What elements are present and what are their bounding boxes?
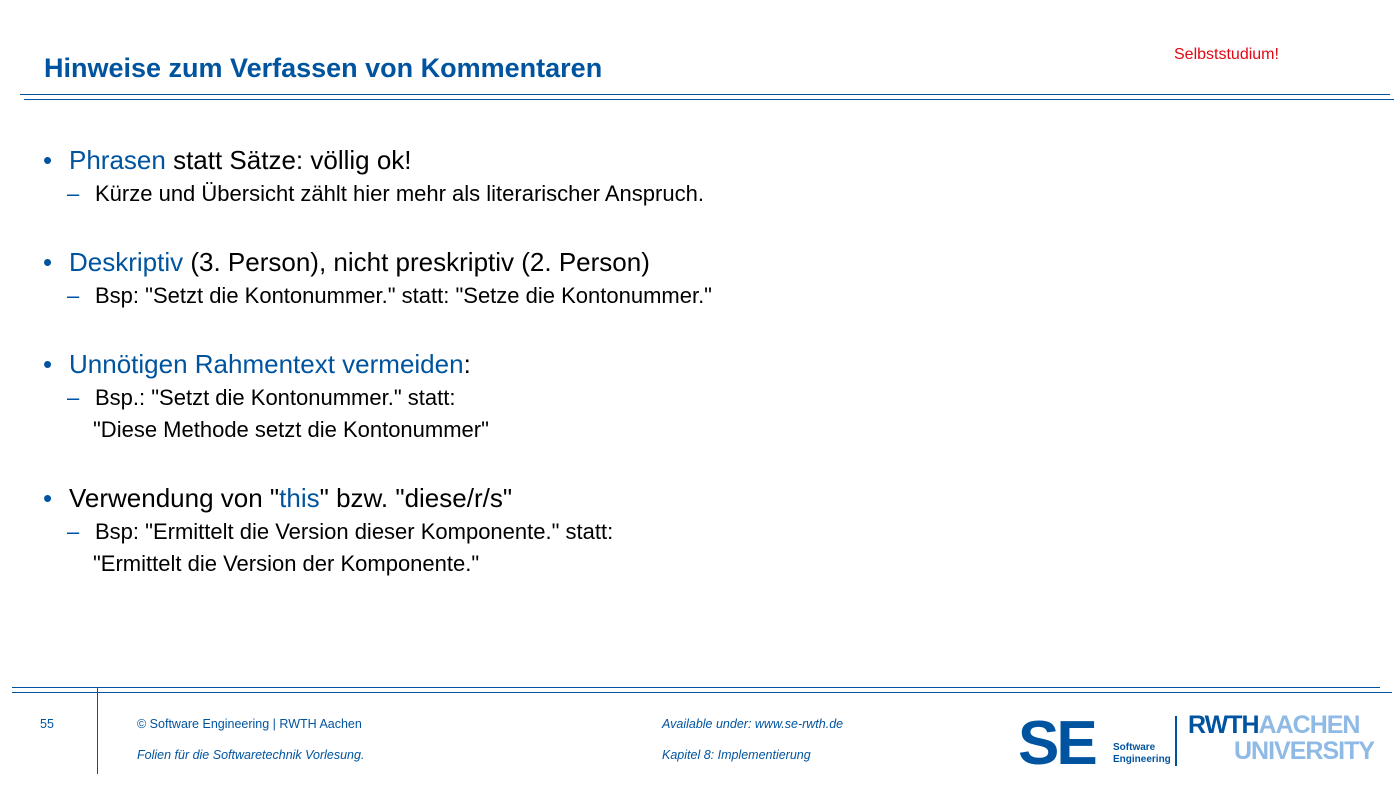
se-logo-caption xyxy=(1113,742,1171,766)
sub-bullet xyxy=(43,280,1343,312)
bullet-deskriptiv xyxy=(43,244,1343,280)
bullet-dot: • xyxy=(43,247,53,277)
rwth-logo-rwth: RWTH xyxy=(1188,711,1259,739)
sub-dash: – xyxy=(67,181,80,206)
bullet-text-prefix: Verwendung von " xyxy=(69,483,280,513)
sub-bullet xyxy=(43,516,1343,548)
sub-dash: – xyxy=(67,519,80,544)
bullet-this xyxy=(43,480,1343,516)
sub-bullet xyxy=(43,178,1343,210)
copyright: © Software Engineering | RWTH Aachen xyxy=(137,717,362,731)
bullet-rahmentext xyxy=(43,346,1343,382)
footer-divider xyxy=(97,688,98,774)
rwth-logo xyxy=(1188,712,1374,764)
footer-rule-top xyxy=(12,687,1380,688)
bullet-text: statt Sätze: völlig ok! xyxy=(165,145,412,175)
bullet-highlight: Phrasen xyxy=(69,145,166,175)
sub-bullet-text: Kürze und Übersicht zählt hier mehr als literarischer Anspruch. xyxy=(95,181,704,206)
title-rule-top xyxy=(20,94,1390,95)
bullet-text: (3. Person), nicht preskriptiv (2. Person) xyxy=(183,247,650,277)
sub-bullet-continuation: "Diese Methode setzt die Kontonummer" xyxy=(93,417,489,442)
sub-dash: – xyxy=(67,385,80,410)
bullet-dot: • xyxy=(43,483,53,513)
bullet-dot: • xyxy=(43,349,53,379)
bullet-dot: • xyxy=(43,145,53,175)
title-rule-bottom xyxy=(24,99,1394,100)
bullet-text: " bzw. "diese/r/s" xyxy=(319,483,513,513)
rwth-logo-university: UNIVERSITY xyxy=(1234,737,1375,765)
footer-rule-bottom xyxy=(12,692,1392,693)
lecture-subtitle: Folien für die Softwaretechnik Vorlesung. xyxy=(137,748,365,762)
bullet-highlight: this xyxy=(279,483,320,513)
slide-title: Hinweise zum Verfassen von Kommentaren xyxy=(44,53,603,83)
slide-content xyxy=(43,142,1343,580)
se-logo-caption-line1: Software xyxy=(1113,742,1156,753)
bullet-highlight: Unnötigen Rahmentext vermeiden xyxy=(69,349,464,379)
chapter-label: Kapitel 8: Implementierung xyxy=(662,748,811,762)
self-study-tag: Selbststudium! xyxy=(1174,46,1279,63)
sub-bullet-text: Bsp: "Ermittelt die Version dieser Komponente." statt: xyxy=(95,519,614,544)
bullet-highlight: Deskriptiv xyxy=(69,247,184,277)
sub-bullet-text: Bsp.: "Setzt die Kontonummer." statt: xyxy=(95,385,456,410)
rwth-logo-aachen: AACHEN xyxy=(1258,711,1360,739)
bullet-text: : xyxy=(463,349,471,379)
se-logo-caption-line2: Engineering xyxy=(1113,754,1171,765)
se-logo-mark xyxy=(1018,712,1113,768)
logo-separator xyxy=(1175,716,1177,766)
se-logo-text: SE xyxy=(1018,712,1095,768)
sub-bullet xyxy=(43,382,1343,414)
page-number: 55 xyxy=(40,717,54,731)
sub-bullet-text: Bsp: "Setzt die Kontonummer." statt: "Setze die Kontonummer." xyxy=(95,283,712,308)
available-under: Available under: www.se-rwth.de xyxy=(662,717,844,731)
sub-bullet-continuation: "Ermittelt die Version der Komponente." xyxy=(93,551,480,576)
sub-dash: – xyxy=(67,283,80,308)
bullet-phrasen xyxy=(43,142,1343,178)
